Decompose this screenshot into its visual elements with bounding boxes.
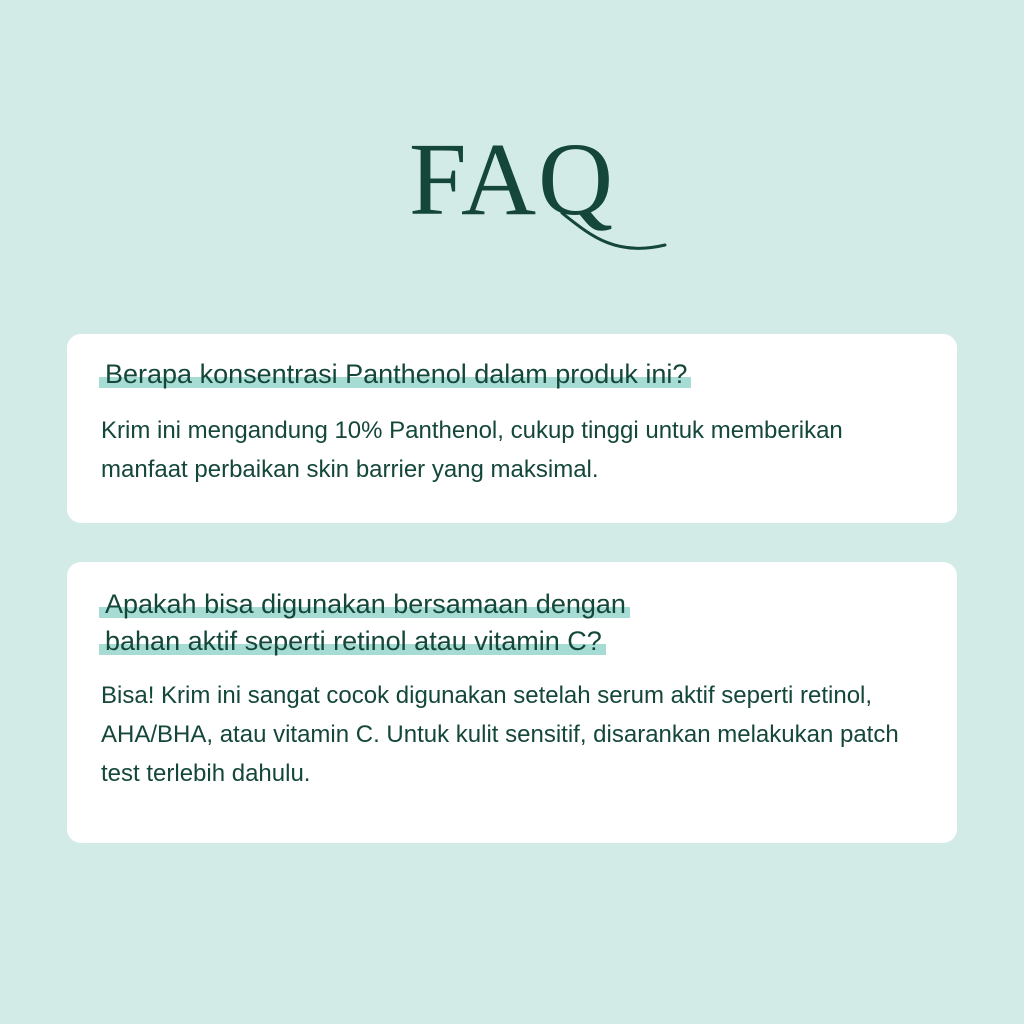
- faq-question-line: Berapa konsentrasi Panthenol dalam produk ini?: [101, 356, 691, 392]
- page-title: FAQ: [408, 122, 616, 237]
- title-flourish-icon: [560, 205, 670, 265]
- faq-answer: Krim ini mengandung 10% Panthenol, cukup tinggi untuk memberikan manfaat perbaikan skin barrier yang maksimal.: [101, 417, 843, 483]
- faq-question-line: Apakah bisa digunakan bersamaan dengan: [101, 586, 630, 622]
- faq-question-line: bahan aktif seperti retinol atau vitamin C?: [101, 623, 606, 659]
- faq-card: [67, 334, 957, 523]
- faq-question: [101, 586, 927, 660]
- faq-question: [101, 356, 927, 393]
- faq-answer: Bisa! Krim ini sangat cocok digunakan setelah serum aktif seperti retinol, AHA/BHA, atau vitamin C. Untuk kulit sensitif, disarankan melakukan patch test terlebih dahulu.: [101, 682, 899, 787]
- faq-card: [67, 562, 957, 843]
